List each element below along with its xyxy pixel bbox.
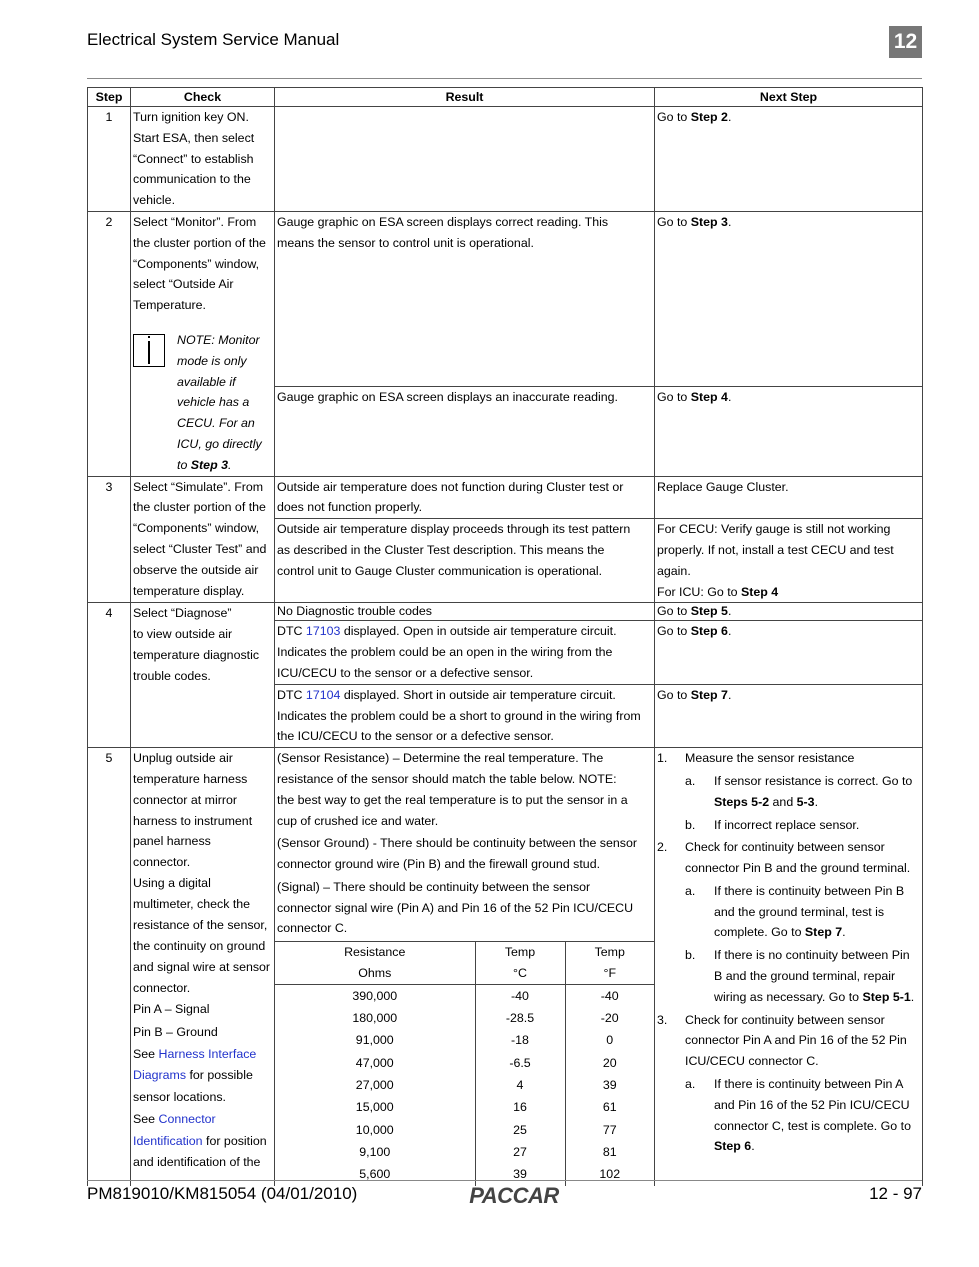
chapter-badge: 12	[889, 26, 922, 58]
check-line: vehicle.	[133, 193, 176, 208]
resistance-row: 9,100 27 81	[275, 1141, 654, 1163]
info-icon	[133, 334, 165, 367]
resistance-row: 5,600 39 102	[275, 1163, 654, 1185]
resistance-row: 91,000 -18 0	[275, 1029, 654, 1051]
next-step-item: 1. Measure the sensor resistance a. If sensor resistance is correct. Go to Steps 5-2 and 5-3. b. If incorrect replace sensor.	[657, 751, 913, 832]
result-cell	[275, 107, 655, 212]
check-line: Turn ignition key ON.	[133, 110, 249, 124]
resistance-row: 27,000 4 39	[275, 1074, 654, 1096]
next-step-cell: Go to Step 6.	[655, 621, 923, 684]
next-step-cell	[655, 748, 923, 1186]
result-cell: DTC 17103 displayed. Open in outside air temperature circuit. Indicates the problem could be an open in the wiring from the ICU/CECU to the sensor or a defective sensor.	[275, 621, 655, 684]
next-step-cell: For CECU: Verify gauge is still not working properly. If not, install a test CECU and test again. For ICU: Go to Step 4	[655, 519, 923, 603]
table-header-row	[88, 88, 923, 107]
header-next-step: Next Step	[655, 88, 923, 107]
resistance-row: 15,000 16 61	[275, 1096, 654, 1118]
check-line: Start ESA, then select	[133, 130, 255, 145]
table-row	[88, 603, 923, 621]
check-cell: Select “Diagnose” to view outside air temperature diagnostic trouble codes.	[131, 603, 275, 748]
resistance-table-header: Resistance Ohms Temp °C Temp °F	[275, 942, 654, 985]
logo-text: PACCAR	[469, 1184, 559, 1206]
harness-interface-link[interactable]: Diagrams	[133, 1068, 187, 1083]
table-row	[88, 211, 923, 386]
table-row	[88, 748, 923, 1186]
check-line: communication to the	[133, 172, 251, 187]
connector-identification-link[interactable]: Connector	[158, 1112, 216, 1127]
step-number: 2	[88, 211, 131, 476]
result-cell: (Sensor Resistance) – Determine the real temperature. The resistance of the sensor should match the table below. NOTE: the best way to get the real temperature is to put the sensor in a cup of crushed ice and water. (Sensor Ground) - There should be continuity between the sensor connector ground wire (Pin B) and the firewall ground stud. (Signal) – There should be continuity between the sensor connector signal wire (Pin A) and Pin 16 of the 52 Pin ICU/CECU connector C. Resistance Ohms Temp °C Temp °F 390,000 -40 -40 180,000 -28.5 -20 91,000 -18 0 47,000 -6.5 20 27,000 4 39 15,000 16 61 10,000 25 77 9,100 27 81 5,600 39 102	[275, 748, 655, 1186]
page-number: 12 - 97	[869, 1184, 922, 1203]
next-step-cell: Go to Step 3.	[655, 211, 923, 386]
next-step-cell: Replace Gauge Cluster.	[655, 476, 923, 519]
resistance-row: 10,000 25 77	[275, 1119, 654, 1141]
check-cell: Select “Simulate”. From the cluster portion of the “Components” window, select “Cluster Test” and observe the outside air temperature display.	[131, 476, 275, 603]
paccar-logo	[462, 1184, 566, 1206]
dtc-17104-link[interactable]: 17104	[305, 687, 341, 702]
note-text: NOTE: Monitor mode is only available if vehicle has a CECU. For an ICU, go directly to Step 3.	[177, 332, 262, 472]
next-step-cell: Go to Step 2.	[655, 107, 923, 212]
table-row	[88, 107, 923, 212]
result-cell: Outside air temperature does not function during Cluster test or does not function properly.	[275, 476, 655, 519]
next-step-cell: Go to Step 5.	[655, 603, 923, 621]
document-id: PM819010/KM815054 (04/01/2010)	[87, 1184, 358, 1203]
check-line: “Connect” to establish	[133, 151, 254, 166]
dtc-17103-link[interactable]: 17103	[305, 624, 341, 639]
harness-interface-link[interactable]: Harness Interface	[158, 1047, 257, 1062]
result-cell: DTC 17104 displayed. Short in outside air temperature circuit. Indicates the problem could be a short to ground in the wiring from the ICU/CECU to the sensor or a defective sensor.	[275, 684, 655, 747]
step-number: 4	[88, 603, 131, 748]
next-step-item: 3. Check for continuity between sensor connector Pin A and Pin 16 of the 52 Pin ICU/CECU connector C. a. If there is continuity between Pin A and Pin 16 of the 52 Pin ICU/CECU connector C, test is complete. Go to Step 6.	[657, 1012, 911, 1154]
page-title: Electrical System Service Manual	[87, 30, 340, 49]
check-cell	[131, 107, 275, 212]
header-step: Step	[88, 88, 131, 107]
header-check: Check	[131, 88, 275, 107]
footer-rule	[87, 1180, 922, 1181]
note-block	[133, 330, 272, 476]
resistance-table	[275, 941, 654, 1185]
step-number: 3	[88, 476, 131, 603]
check-cell: Select “Monitor”. From the cluster portion of the “Components” window, select “Outside Air Temperature. NOTE: Monitor mode is only available if vehicle has a CECU. For an ICU, go directly to Step 3.	[131, 211, 275, 476]
check-cell: Unplug outside air temperature harness connector at mirror harness to instrument panel harness connector. Using a digital multimeter, check the resistance of the sensor, the continuity on ground and signal wire at sensor connector. Pin A – Signal Pin B – Ground See Harness Interface Diagrams for possible sensor locations. See Connector Identification for position and identification of the	[131, 748, 275, 1186]
resistance-row: 390,000 -40 -40	[275, 984, 654, 1007]
result-cell: No Diagnostic trouble codes	[275, 603, 655, 621]
next-step-item: 2. Check for continuity between sensor connector Pin B and the ground terminal. a. If there is continuity between Pin B and the ground terminal, test is complete. Go to Step 7. b. If there is no continuity between Pin B and the ground terminal, repair wiring as necessary. Go to Step 5-1.	[657, 840, 915, 1004]
result-cell: Gauge graphic on ESA screen displays correct reading. This means the sensor to control unit is operational.	[275, 211, 655, 386]
next-step-cell: Go to Step 4.	[655, 386, 923, 476]
resistance-row: 47,000 -6.5 20	[275, 1052, 654, 1074]
header-result: Result	[275, 88, 655, 107]
step-number: 5	[88, 748, 131, 1186]
diagnostic-table	[87, 87, 923, 1186]
resistance-row: 180,000 -28.5 -20	[275, 1007, 654, 1029]
result-cell: Outside air temperature display proceeds through its test pattern as described in the Cluster Test description. This means the control unit to Gauge Cluster communication is operational.	[275, 519, 655, 603]
next-step-cell: Go to Step 7.	[655, 684, 923, 747]
header-rule	[87, 78, 922, 79]
result-cell: Gauge graphic on ESA screen displays an inaccurate reading.	[275, 386, 655, 476]
connector-identification-link[interactable]: Identification	[133, 1133, 203, 1148]
table-row	[88, 476, 923, 519]
step-number: 1	[88, 107, 131, 212]
